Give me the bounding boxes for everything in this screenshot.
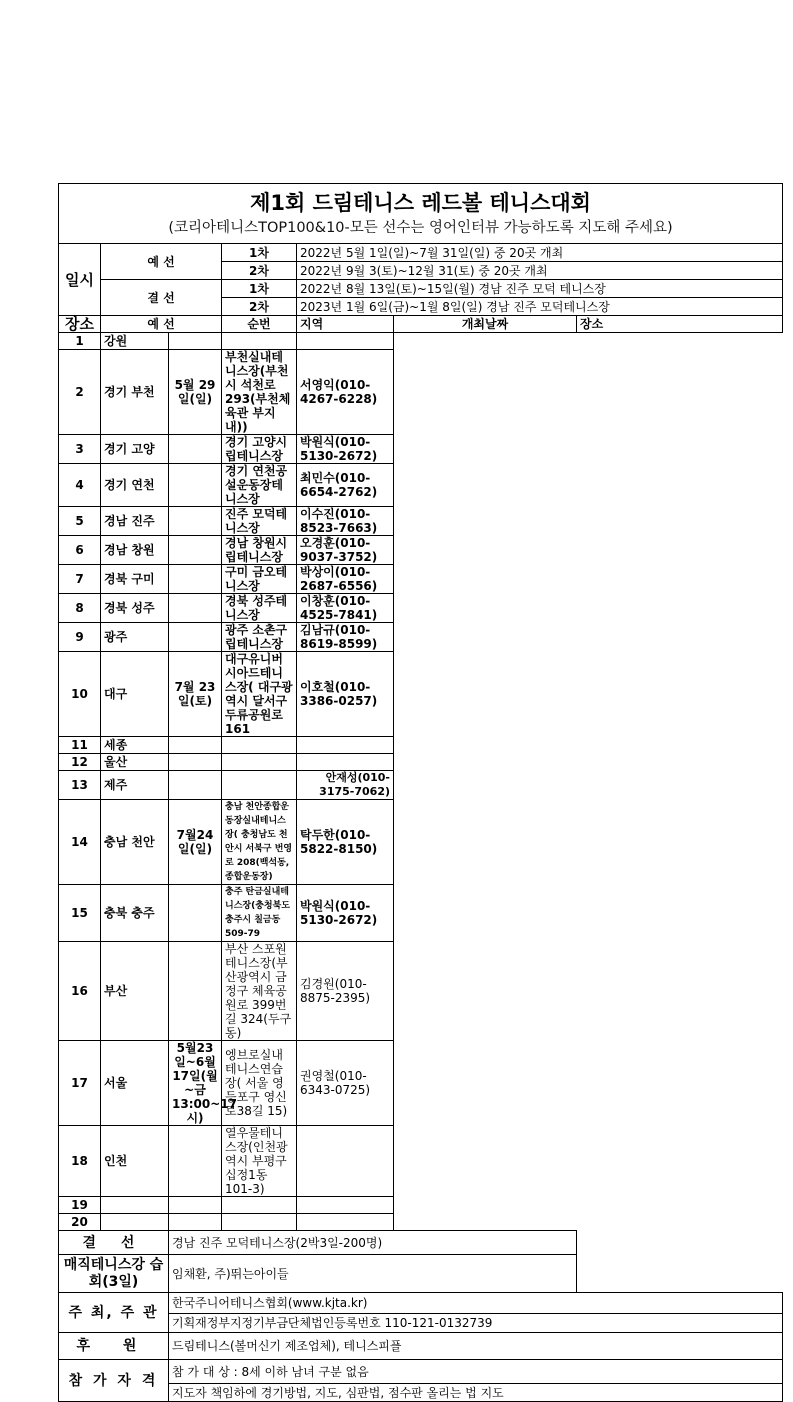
venue-no: 14 bbox=[59, 800, 101, 885]
venue-row bbox=[59, 623, 783, 652]
venue-region: 경기 연천 bbox=[101, 464, 169, 507]
venue-no: 12 bbox=[59, 754, 101, 771]
venue-contact: 탁두한(010-5822-8150) bbox=[297, 800, 394, 885]
venue-place bbox=[222, 1197, 297, 1214]
schedule-round: 1차 bbox=[222, 280, 297, 298]
venue-no: 11 bbox=[59, 737, 101, 754]
venue-date bbox=[169, 333, 222, 350]
venue-region: 경기 부천 bbox=[101, 350, 169, 435]
venue-row bbox=[59, 565, 783, 594]
venue-place: 경북 성주테니스장 bbox=[222, 594, 297, 623]
venue-row bbox=[59, 885, 783, 942]
venue-contact: 이수진(010-8523-7663) bbox=[297, 507, 394, 536]
title-block bbox=[59, 184, 783, 244]
host-label: 주 최, 주 관 bbox=[59, 1293, 169, 1333]
venue-no: 20 bbox=[59, 1214, 101, 1231]
venue-no: 16 bbox=[59, 942, 101, 1041]
venue-date bbox=[169, 464, 222, 507]
venue-row bbox=[59, 1126, 783, 1197]
venue-date bbox=[169, 623, 222, 652]
venue-row bbox=[59, 594, 783, 623]
venue-row bbox=[59, 771, 783, 800]
eligibility-label: 참 가 자 격 bbox=[59, 1360, 169, 1402]
venue-date bbox=[169, 1214, 222, 1231]
venue-date bbox=[169, 594, 222, 623]
venue-row bbox=[59, 652, 783, 737]
venue-row bbox=[59, 435, 783, 464]
schedule-text: 2023년 1월 6일(금)~1월 8일(일) 경남 진주 모덕테니스장 bbox=[297, 298, 783, 316]
venue-row bbox=[59, 754, 783, 771]
venue-header-no: 순번 bbox=[222, 316, 297, 333]
venue-region: 제주 bbox=[101, 771, 169, 800]
venue-contact: 최민수(010-6654-2762) bbox=[297, 464, 394, 507]
venue-no: 10 bbox=[59, 652, 101, 737]
venue-place: 충주 탄금실내테니스장(충청북도 충주시 칠금동 509-79 bbox=[222, 885, 297, 942]
venue-region: 세종 bbox=[101, 737, 169, 754]
venue-place: 진주 모덕테니스장 bbox=[222, 507, 297, 536]
venue-region: 경북 성주 bbox=[101, 594, 169, 623]
venue-date: 5월23일~6월 17일(월~금 13:00~17시) bbox=[169, 1041, 222, 1126]
sponsor-label: 후 원 bbox=[59, 1333, 169, 1360]
venue-region bbox=[101, 1197, 169, 1214]
venue-place: 엥브로실내테니스연습장( 서울 영등포구 영신로38길 15) bbox=[222, 1041, 297, 1126]
venue-date bbox=[169, 565, 222, 594]
venue-row bbox=[59, 1041, 783, 1126]
venue-no: 19 bbox=[59, 1197, 101, 1214]
host-line1: 한국주니어테니스협회(www.kjta.kr) bbox=[169, 1293, 783, 1314]
venue-region: 인천 bbox=[101, 1126, 169, 1197]
venue-place: 부천실내테니스장(부천시 석천로 293(부천체육관 부지 내)) bbox=[222, 350, 297, 435]
venue-date bbox=[169, 754, 222, 771]
venue-place: 광주 소촌구립테니스장 bbox=[222, 623, 297, 652]
eligibility-line2: 지도자 책임하에 경기방법, 지도, 심판법, 점수판 올리는 법 지도 bbox=[169, 1384, 783, 1402]
venue-header-date: 개최날짜 bbox=[394, 316, 577, 333]
venue-date bbox=[169, 885, 222, 942]
venue-region: 경기 고양 bbox=[101, 435, 169, 464]
venue-place: 구미 금오테니스장 bbox=[222, 565, 297, 594]
venue-prelim-label: 예 선 bbox=[101, 316, 222, 333]
venue-contact bbox=[297, 1214, 394, 1231]
venue-date bbox=[169, 1126, 222, 1197]
schedule-round: 1차 bbox=[222, 244, 297, 262]
venue-row bbox=[59, 333, 783, 350]
venue-region: 충북 충주 bbox=[101, 885, 169, 942]
schedule-final-label: 결 선 bbox=[101, 280, 222, 316]
venue-place bbox=[222, 754, 297, 771]
venue-contact: 이창훈(010-4525-7841) bbox=[297, 594, 394, 623]
schedule-text: 2022년 8월 13일(토)~15일(월) 경남 진주 모덕 테니스장 bbox=[297, 280, 783, 298]
venue-date bbox=[169, 1197, 222, 1214]
venue-final-label: 결 선 bbox=[59, 1231, 169, 1255]
venue-contact bbox=[297, 333, 394, 350]
venue-no: 6 bbox=[59, 536, 101, 565]
venue-contact: 김경원(010-8875-2395) bbox=[297, 942, 394, 1041]
magic-tennis-text: 임채환, 주)뛰는아이들 bbox=[169, 1255, 577, 1293]
venue-region bbox=[101, 1214, 169, 1231]
venue-no: 15 bbox=[59, 885, 101, 942]
venue-region: 경남 창원 bbox=[101, 536, 169, 565]
venue-region: 부산 bbox=[101, 942, 169, 1041]
venue-date bbox=[169, 507, 222, 536]
venue-region: 대구 bbox=[101, 652, 169, 737]
venue-no: 17 bbox=[59, 1041, 101, 1126]
venue-place: 경기 고양시립테니스장 bbox=[222, 435, 297, 464]
venue-row bbox=[59, 350, 783, 435]
venue-no: 9 bbox=[59, 623, 101, 652]
sponsor-text: 드림테니스(볼머신기 제조업체), 테니스피플 bbox=[169, 1333, 783, 1360]
venue-contact: 박원식(010-5130-2672) bbox=[297, 435, 394, 464]
schedule-round: 2차 bbox=[222, 298, 297, 316]
venue-row bbox=[59, 507, 783, 536]
schedule-round: 2차 bbox=[222, 262, 297, 280]
venue-region: 서울 bbox=[101, 1041, 169, 1126]
schedule-label: 일시 bbox=[59, 244, 101, 316]
schedule-text: 2022년 9월 3(토)~12월 31(토) 중 20곳 개최 bbox=[297, 262, 783, 280]
venue-no: 18 bbox=[59, 1126, 101, 1197]
venue-contact: 오경훈(010-9037-3752) bbox=[297, 536, 394, 565]
venue-region: 울산 bbox=[101, 754, 169, 771]
venue-contact bbox=[297, 1197, 394, 1214]
venue-contact bbox=[297, 754, 394, 771]
venue-contact: 이호철(010-3386-0257) bbox=[297, 652, 394, 737]
venue-date: 7월 23일(토) bbox=[169, 652, 222, 737]
venue-date: 5월 29일(일) bbox=[169, 350, 222, 435]
venue-place: 열우물테니스장(인천광역시 부평구 십정1동 101-3) bbox=[222, 1126, 297, 1197]
venue-header-place: 장소 bbox=[577, 316, 783, 333]
venue-contact: 서영익(010-4267-6228) bbox=[297, 350, 394, 435]
venue-row bbox=[59, 1197, 783, 1214]
venue-date: 7월24일(일) bbox=[169, 800, 222, 885]
venue-no: 2 bbox=[59, 350, 101, 435]
venue-contact: 박원식(010-5130-2672) bbox=[297, 885, 394, 942]
schedule-text: 2022년 5월 1일(일)~7월 31일(일) 중 20곳 개최 bbox=[297, 244, 783, 262]
venue-final-text: 경남 진주 모덕테니스장(2박3일-200명) bbox=[169, 1231, 577, 1255]
venue-region: 경북 구미 bbox=[101, 565, 169, 594]
magic-tennis-label: 매직테니스강 습회(3일) bbox=[59, 1255, 169, 1293]
venue-no: 3 bbox=[59, 435, 101, 464]
venue-no: 4 bbox=[59, 464, 101, 507]
venue-place bbox=[222, 737, 297, 754]
venue-region: 충남 천안 bbox=[101, 800, 169, 885]
venue-row bbox=[59, 464, 783, 507]
venue-contact: 안재성(010-3175-7062) bbox=[297, 771, 394, 800]
venue-row bbox=[59, 1214, 783, 1231]
venue-place: 경기 연천공설운동장테니스장 bbox=[222, 464, 297, 507]
venue-no: 8 bbox=[59, 594, 101, 623]
venue-no: 13 bbox=[59, 771, 101, 800]
venue-header-region: 지역 bbox=[297, 316, 394, 333]
venue-contact: 권영철(010-6343-0725) bbox=[297, 1041, 394, 1126]
document-subtitle: (코리아테니스TOP100&10-모든 선수는 영어인터뷰 가능하도록 지도해 주세요) bbox=[168, 219, 673, 236]
venue-place: 대구유니버시아드테니스장( 대구광역시 달서구 두류공원로 161 bbox=[222, 652, 297, 737]
host-line2: 기획재정부지정기부금단체법인등록번호 110-121-0132739 bbox=[169, 1314, 783, 1333]
venue-place bbox=[222, 333, 297, 350]
venue-row bbox=[59, 942, 783, 1041]
venue-region: 강원 bbox=[101, 333, 169, 350]
venue-place bbox=[222, 771, 297, 800]
venue-row bbox=[59, 536, 783, 565]
venue-contact: 박상이(010-2687-6556) bbox=[297, 565, 394, 594]
tournament-info-table bbox=[58, 183, 783, 1402]
venue-date bbox=[169, 771, 222, 800]
eligibility-line1: 참 가 대 상 : 8세 이하 남녀 구분 없음 bbox=[169, 1360, 783, 1384]
venue-region: 경남 진주 bbox=[101, 507, 169, 536]
document-title: 제1회 드림테니스 레드볼 테니스대회 bbox=[250, 190, 591, 215]
venue-region: 광주 bbox=[101, 623, 169, 652]
venue-row bbox=[59, 800, 783, 885]
venue-contact: 김남규(010-8619-8599) bbox=[297, 623, 394, 652]
venue-no: 1 bbox=[59, 333, 101, 350]
venue-contact bbox=[297, 1126, 394, 1197]
venue-no: 5 bbox=[59, 507, 101, 536]
venue-label: 장소 bbox=[59, 316, 101, 333]
venue-contact bbox=[297, 737, 394, 754]
venue-place: 부산 스포원테니스장(부산광역시 금정구 체육공원로 399번길 324(두구동) bbox=[222, 942, 297, 1041]
venue-date bbox=[169, 536, 222, 565]
venue-date bbox=[169, 737, 222, 754]
venue-place: 경남 창원시립테니스장 bbox=[222, 536, 297, 565]
venue-date bbox=[169, 435, 222, 464]
venue-place: 충남 천안종합운동장실내테니스장( 충청남도 천안시 서북구 번영로 208(백석동, 종합운동장) bbox=[222, 800, 297, 885]
venue-no: 7 bbox=[59, 565, 101, 594]
venue-place bbox=[222, 1214, 297, 1231]
venue-date bbox=[169, 942, 222, 1041]
venue-row bbox=[59, 737, 783, 754]
schedule-prelim-label: 예 선 bbox=[101, 244, 222, 280]
